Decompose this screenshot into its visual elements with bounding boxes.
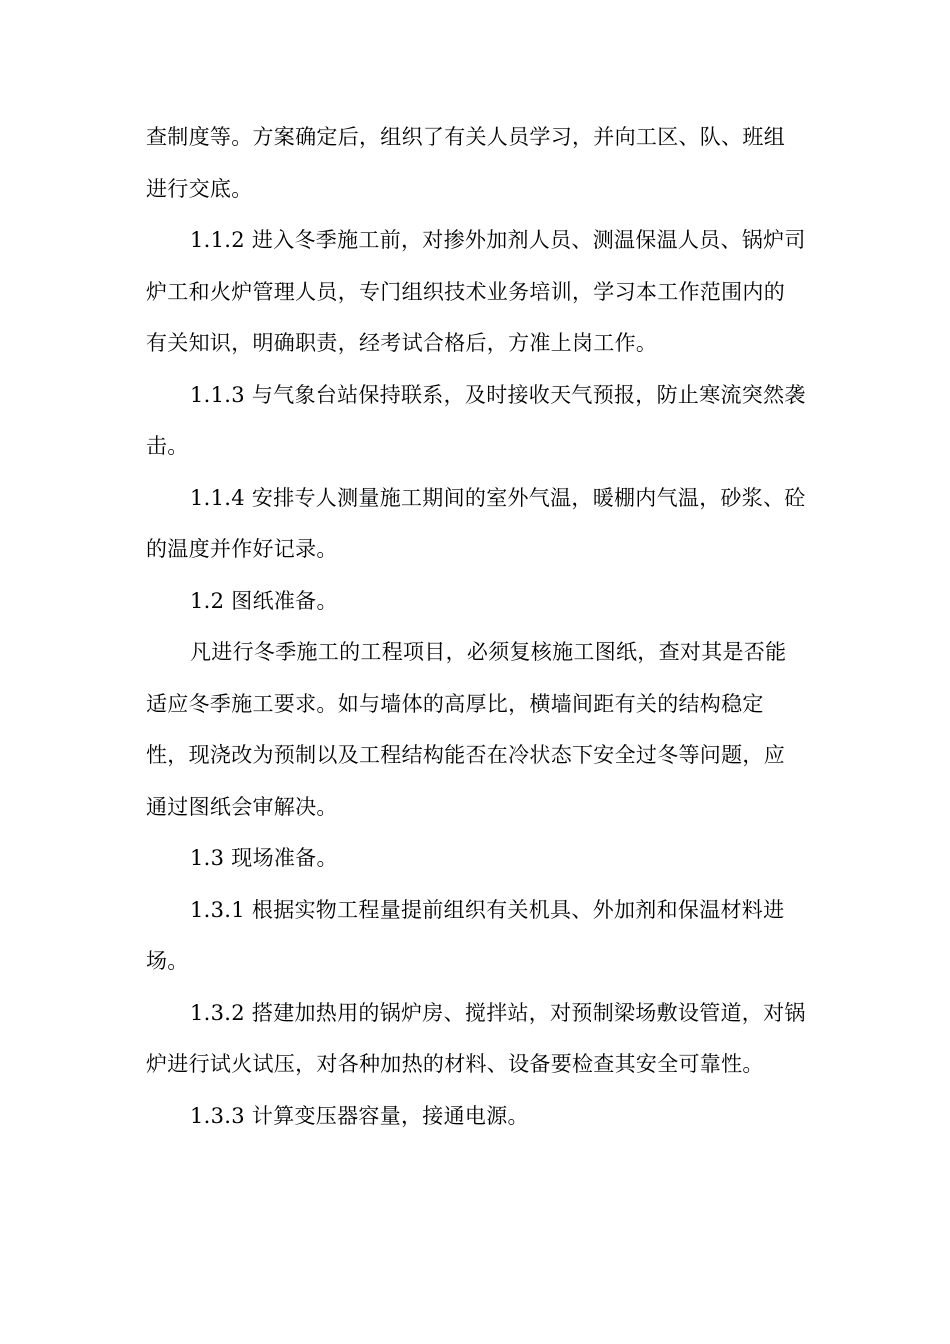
paragraph-continuation: 查制度等。方案确定后，组织了有关人员学习，并向工区、队、班组进行交底。	[146, 125, 785, 201]
paragraph-1-3-2: 1.3.2 搭建加热用的锅炉房、搅拌站，对预制梁场敷设管道，对锅炉进行试火试压，对各种加热的材料、设备要检查其安全可靠性。	[146, 1000, 806, 1076]
paragraph-drawing-review: 凡进行冬季施工的工程项目，必须复核施工图纸，查对其是否能适应冬季施工要求。如与墙体的高厚比，横墙间距有关的结构稳定性，现浇改为预制以及工程结构能否在冷状态下安全过冬等问题，应通过图纸会审解决。	[146, 640, 787, 819]
paragraph-1-3-1: 1.3.1 根据实物工程量提前组织有关机具、外加剂和保温材料进场。	[146, 897, 785, 973]
document-page	[146, 112, 806, 1142]
section-heading-1-2: 1.2 图纸准备。	[190, 588, 338, 613]
paragraph-1-1-3: 1.1.3 与气象台站保持联系，及时接收天气预报，防止寒流突然袭击。	[146, 382, 806, 458]
paragraph-1-3-3: 1.3.3 计算变压器容量，接通电源。	[190, 1103, 529, 1128]
paragraph-1-1-2: 1.1.2 进入冬季施工前，对掺外加剂人员、测温保温人员、锅炉司炉工和火炉管理人员，专门组织技术业务培训，学习本工作范围内的有关知识，明确职责，经考试合格后，方准上岗工作。	[146, 228, 806, 355]
paragraph-1-1-4: 1.1.4 安排专人测量施工期间的室外气温，暖棚内气温，砂浆、砼的温度并作好记录。	[146, 485, 806, 561]
section-heading-1-3: 1.3 现场准备。	[190, 846, 338, 870]
